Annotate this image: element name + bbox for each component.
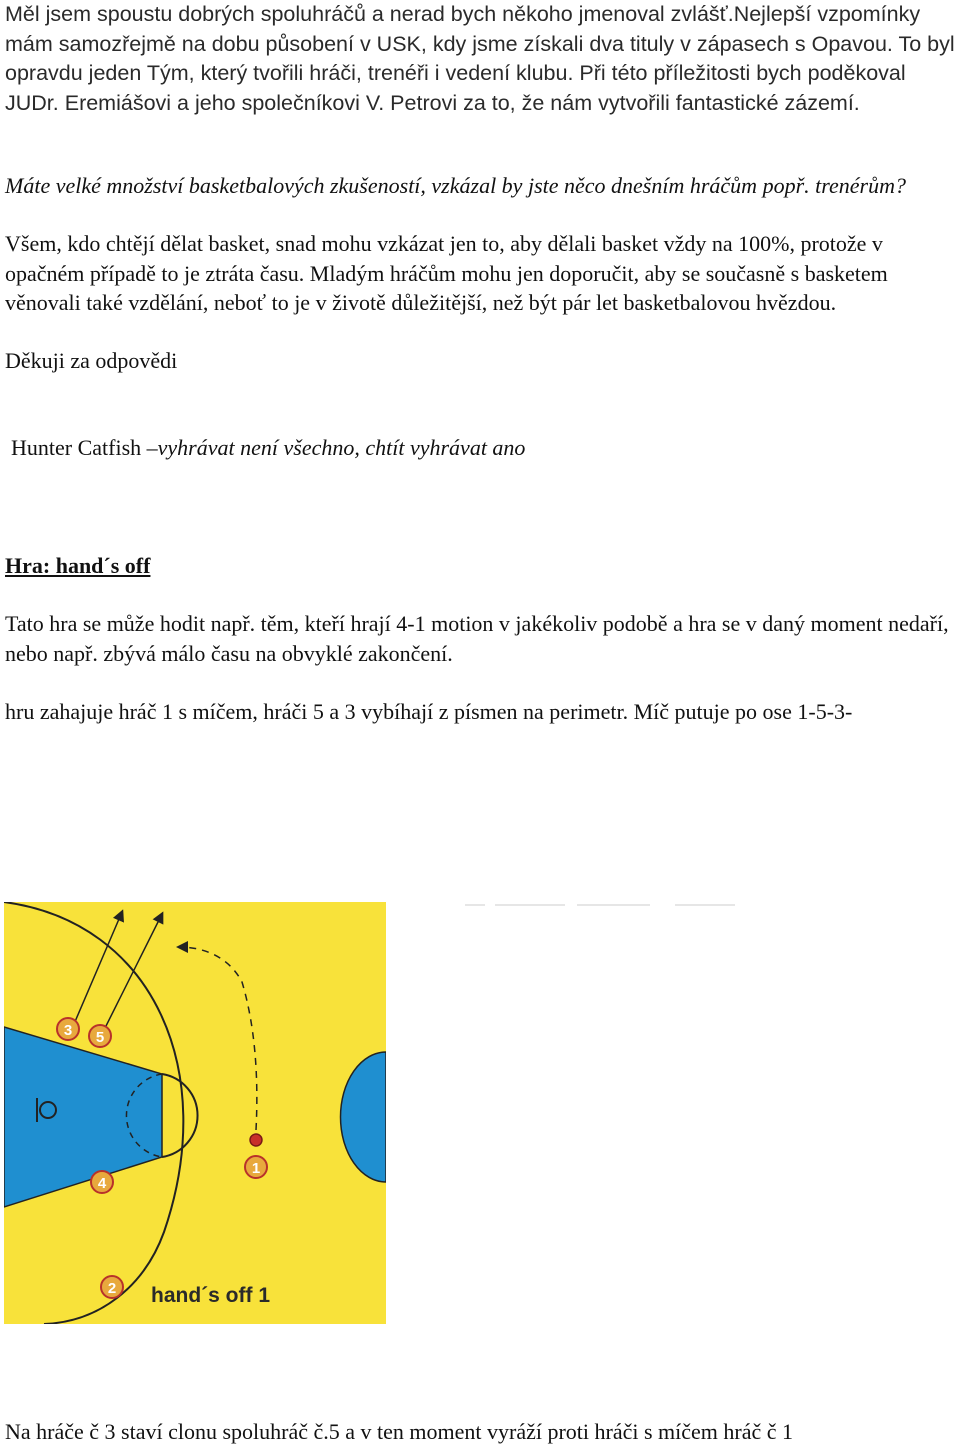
player-5 — [89, 1025, 111, 1047]
interview-question: Máte velké množství basketbalových zkušeností, vzkázal by jste něco dnešním hráčům popř. trenérům? — [5, 173, 906, 198]
interview-answer: Všem, kdo chtějí dělat basket, snad mohu vzkázat jen to, aby dělali basket vždy na 100%, protože v opačném případě to je ztráta času. Mladým hráčům mohu jen doporučit, aby se současně s basketem věnovali také vzdělání, neboť to je v životě důležitější, než být pár let basketbalovou hvězdou. — [5, 231, 888, 315]
player-3-number: 3 — [63, 1022, 73, 1039]
section-heading — [11, 433, 960, 463]
brand-motto: vyhrávat není všechno, chtít vyhrávat ano — [157, 435, 526, 460]
player-5-number: 5 — [95, 1029, 105, 1046]
player-1-number: 1 — [251, 1160, 261, 1177]
play-start-description: hru zahajuje hráč 1 s míčem, hráči 5 a 3 vybíhají z písmen na perimetr. Míč putuje po ose 1-5-3- — [5, 699, 853, 724]
player-3 — [57, 1018, 79, 1040]
diagram-label: hand´s off 1 — [151, 1284, 270, 1307]
play-title: Hra: hand´s off — [5, 553, 151, 578]
brand-name: Hunter Catfish – — [11, 435, 158, 460]
diagram-caption: Na hráče č 3 staví clonu spoluhráč č.5 a v ten moment vyráží proti hráči s míčem hráč č 1 — [5, 1419, 794, 1444]
player-4-number: 4 — [97, 1175, 107, 1192]
thanks-line: Děkuji za odpovědi — [5, 348, 178, 373]
player-1 — [245, 1156, 267, 1178]
court-diagram-svg — [4, 902, 386, 1324]
intro-paragraph: Měl jsem spoustu dobrých spoluhráčů a nerad bych někoho jmenoval zvlášť.Nejlepší vzpomínky mám samozřejmě na dobu působení v USK, kdy jsme získali dva tituly v zápasech s Opavou. To byl opravdu jeden Tým, který tvořili hráči, trenéři i vedení klubu. Při této příležitosti bych poděkoval JUDr. Eremiášovi a jeho společníkovi V. Petrovi za to, že nám vytvořili fantastické zázemí. — [5, 2, 955, 115]
player-2-number: 2 — [107, 1280, 117, 1297]
player-2 — [101, 1276, 123, 1298]
faint-divider — [465, 902, 735, 908]
ball — [250, 1134, 262, 1146]
play-diagram — [4, 902, 386, 1324]
play-description: Tato hra se může hodit např. těm, kteří hrají 4-1 motion v jakékoliv podobě a hra se v daný moment nedaří, nebo např. zbývá málo času na obvyklé zakončení. — [5, 611, 949, 666]
player-4 — [91, 1171, 113, 1193]
